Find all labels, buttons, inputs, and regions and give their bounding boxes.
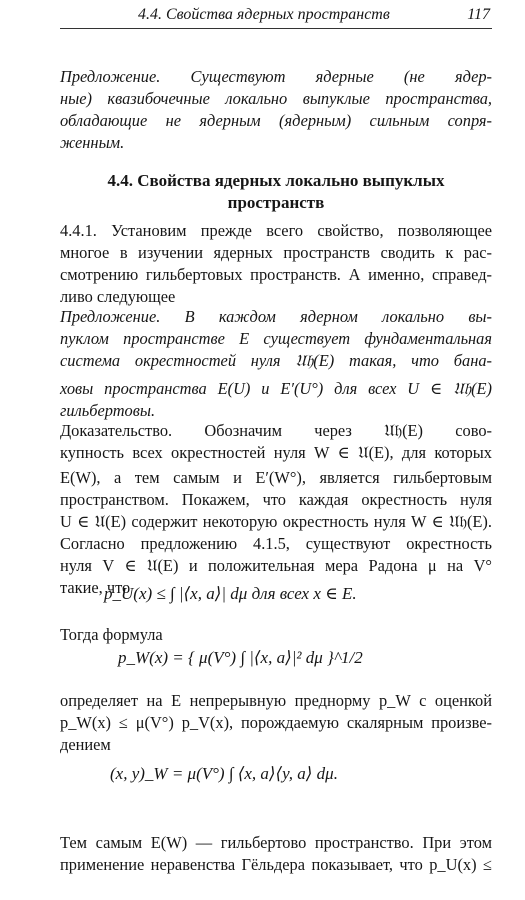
page-number: 117 <box>467 6 490 23</box>
text-line: ные) квазибочечные локально выпуклые пространства, <box>60 89 492 108</box>
text-line: нуля V ∈ 𝔘(E) и положительная мера Радона μ на V° <box>60 556 492 575</box>
text-line: пуклом пространстве E существует фундаментальная <box>60 329 492 348</box>
section-heading <box>60 170 492 214</box>
proof-body <box>60 420 492 599</box>
text-line: E(W), а тем самым и E′(W°), является гильбертовым <box>60 468 492 487</box>
text-line: Доказательство. Обозначим через 𝔘𝔥(E) сово- <box>60 421 492 440</box>
text-line: Тогда формула <box>60 625 163 644</box>
text-line: ливо следующее <box>60 287 176 306</box>
text-line: применение неравенства Гёльдера показывает, что p_U(x) ≤ <box>60 855 492 874</box>
proof-continuation <box>60 690 492 756</box>
text-line: определяет на E непрерывную преднорму p_W с оценкой <box>60 691 492 710</box>
text-line: ховы пространства E(U) и E′(U°) для всех U ∈ 𝔘𝔥(E) <box>60 379 492 398</box>
formula-pw-definition: p_W(x) = { μ(V°) ∫ |⟨x, a⟩|² dμ }^1/2 <box>118 648 363 667</box>
text-line: купность всех окрестностей нуля W ∈ 𝔘(E), для которых <box>60 443 492 462</box>
section-heading-line: 4.4. Свойства ядерных локально выпуклых <box>107 171 445 190</box>
text-line: многое в изучении ядерных пространств сводить к рас- <box>60 243 492 262</box>
formula-pu-estimate: p_U(x) ≤ ∫ |⟨x, a⟩| dμ для всех x ∈ E. <box>104 584 357 603</box>
text-line: Согласно предложению 4.1.5, существуют окрестность <box>60 534 492 553</box>
paragraph-4-4-1 <box>60 220 492 308</box>
text-line: p_W(x) ≤ μ(V°) p_V(x), порождаемую скалярным произве- <box>60 713 492 732</box>
text-line: гильбертовы. <box>60 401 156 420</box>
running-head <box>60 6 490 28</box>
proposition-hilbert-neighborhoods <box>60 306 492 422</box>
section-heading-line: пространств <box>227 193 325 212</box>
text-line: Тем самым E(W) — гильбертово пространство. При этом <box>60 833 492 852</box>
text-line: дением <box>60 735 111 754</box>
running-head-title: 4.4. Свойства ядерных пространств <box>138 6 390 23</box>
text-line: система окрестностей нуля 𝔘𝔥(E) такая, что бана- <box>60 351 492 370</box>
text-line: 4.4.1. Установим прежде всего свойство, позволяющее <box>60 221 492 240</box>
text-line: Предложение. В каждом ядерном локально вы- <box>60 307 492 326</box>
text-line: женным. <box>60 133 125 152</box>
then-formula-line <box>60 624 492 646</box>
text-line: такие, что <box>60 578 131 597</box>
text-line: Предложение. Существуют ядерные (не ядер- <box>60 67 492 86</box>
proposition-nonnuclear <box>60 66 492 154</box>
text-line: пространством. Покажем, что каждая окрестность нуля <box>60 490 492 509</box>
proof-closing <box>60 832 492 876</box>
text-line: U ∈ 𝔘(E) содержит некоторую окрестность нуля W ∈ 𝔘𝔥(E). <box>60 512 492 531</box>
formula-scalar-product: (x, y)_W = μ(V°) ∫ ⟨x, a⟩⟨y, a⟩ dμ. <box>110 764 338 783</box>
text-line: смотрению гильбертовых пространств. А именно, справед- <box>60 265 492 284</box>
text-line: обладающие не ядерным (ядерным) сильным сопря- <box>60 111 492 130</box>
header-rule <box>60 28 492 29</box>
